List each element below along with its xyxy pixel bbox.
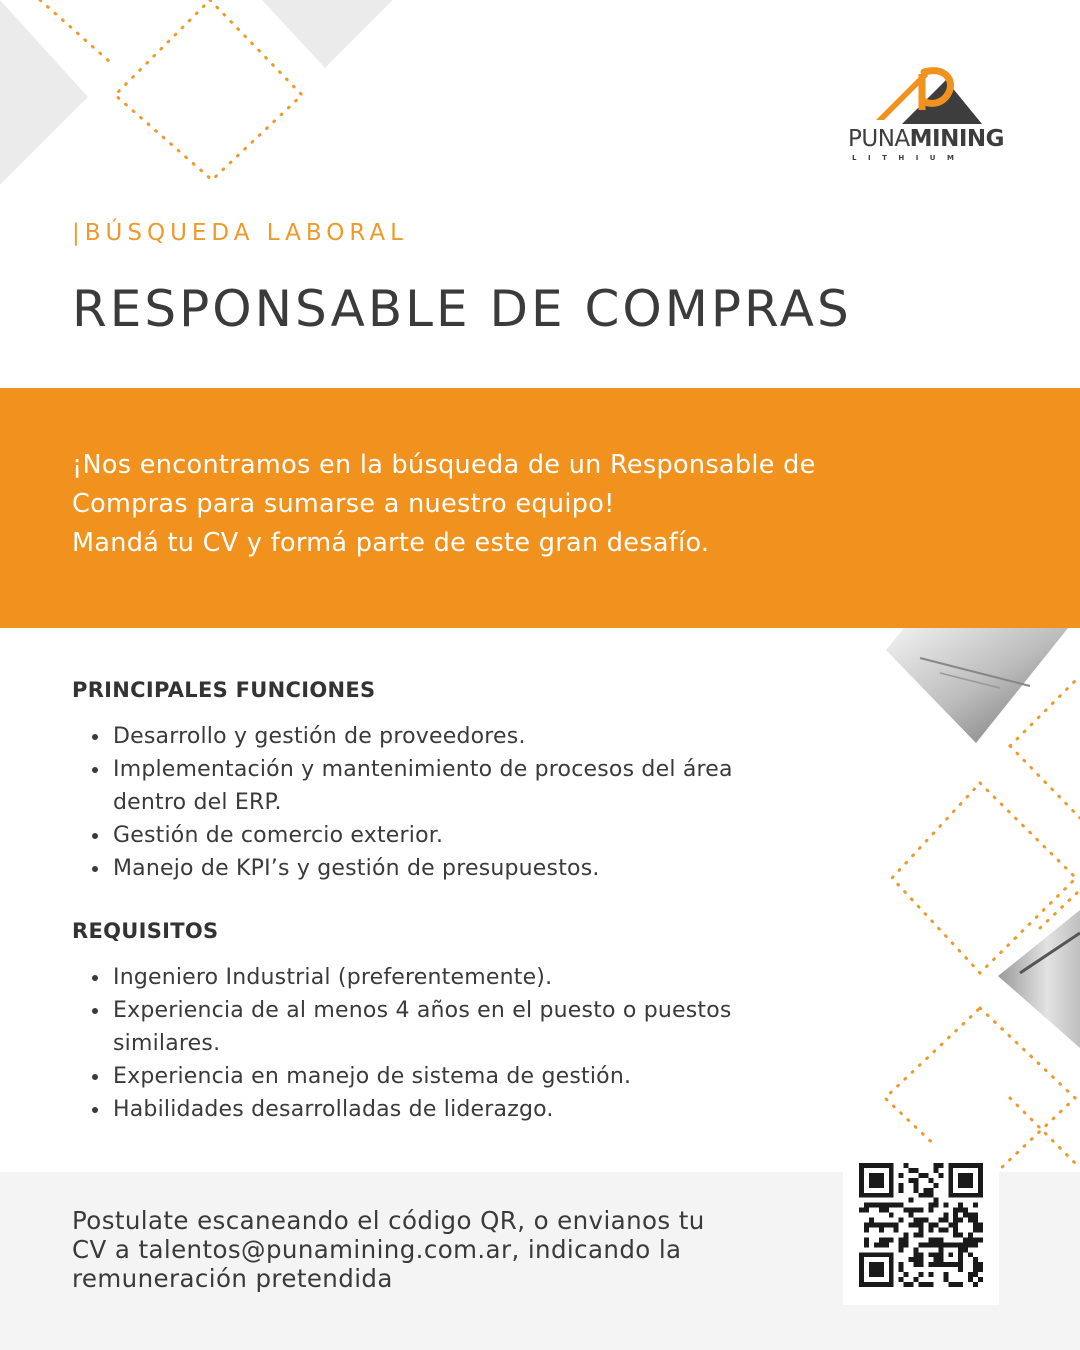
funciones-list	[90, 720, 810, 885]
footer-text	[72, 1206, 792, 1293]
logo-tagline: LITHIUM	[852, 154, 966, 162]
footer-line: Postulate escaneando el código QR, o envianos tu	[72, 1206, 705, 1235]
list-item: Habilidades desarrolladas de liderazgo.	[90, 1093, 810, 1126]
requisitos-list	[90, 961, 810, 1126]
footer-line: CV a talentos@punamining.com.ar, indicando la	[72, 1235, 682, 1264]
logo-mountain-icon	[862, 62, 982, 124]
list-item: Ingeniero Industrial (preferentemente).	[90, 961, 810, 994]
page-title: RESPONSABLE DE COMPRAS	[72, 280, 852, 338]
funciones-title: PRINCIPALES FUNCIONES	[72, 678, 376, 702]
logo-wordmark-light: PUNA	[848, 126, 910, 152]
list-item: Experiencia en manejo de sistema de gestión.	[90, 1060, 810, 1093]
requisitos-title: REQUISITOS	[72, 919, 219, 943]
list-item: Experiencia de al menos 4 años en el puesto o puestos similares.	[90, 994, 810, 1060]
qr-code-icon	[859, 1163, 983, 1287]
list-item: Manejo de KPI’s y gestión de presupuestos.	[90, 852, 810, 885]
decorative-diamonds-right	[880, 628, 1080, 1173]
company-logo	[840, 62, 1010, 170]
intro-line: Mandá tu CV y formá parte de este gran desafío.	[72, 528, 710, 558]
footer-line: remuneración pretendida	[72, 1264, 393, 1293]
decorative-diamonds-top	[0, 0, 420, 200]
logo-wordmark	[848, 126, 1004, 152]
intro-text	[72, 446, 952, 563]
intro-line: Compras para sumarse a nuestro equipo!	[72, 489, 615, 519]
intro-line: ¡Nos encontramos en la búsqueda de un Responsable de	[72, 450, 816, 480]
eyebrow-label: |BÚSQUEDA LABORAL	[72, 220, 408, 246]
qr-code[interactable]	[843, 1145, 999, 1305]
list-item: Implementación y mantenimiento de procesos del área dentro del ERP.	[90, 753, 810, 819]
logo-wordmark-bold: MINING	[909, 126, 1005, 152]
list-item: Desarrollo y gestión de proveedores.	[90, 720, 810, 753]
list-item: Gestión de comercio exterior.	[90, 819, 810, 852]
